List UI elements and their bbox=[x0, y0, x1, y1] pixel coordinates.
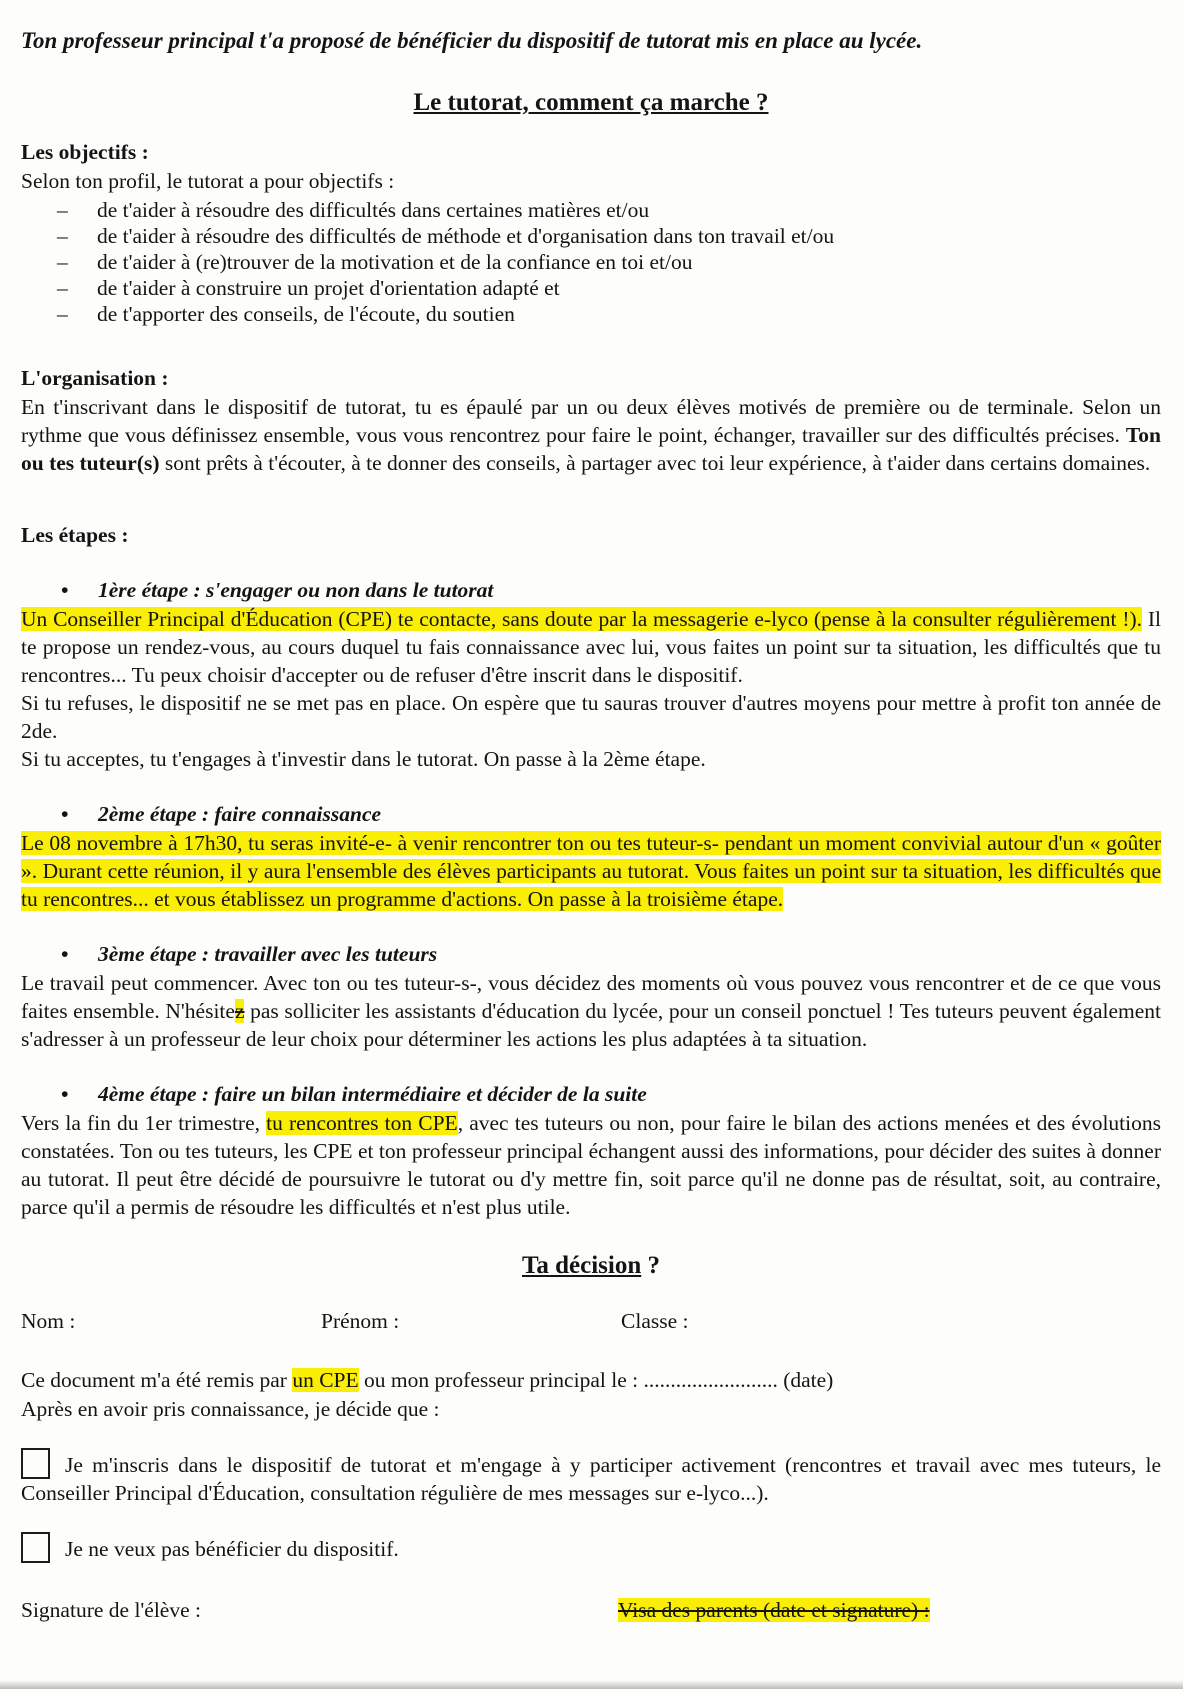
identity-fields-row bbox=[21, 1307, 1161, 1335]
dash-bullet-icon: – bbox=[57, 224, 68, 248]
list-item-text: de t'aider à résoudre des difficultés dans certaines matières et/ou bbox=[97, 198, 650, 222]
objectifs-lead: Selon ton profil, le tutorat a pour objectifs : bbox=[21, 169, 395, 193]
checkbox-refus[interactable] bbox=[21, 1532, 50, 1563]
dot-bullet-icon: • bbox=[61, 578, 69, 602]
dash-bullet-icon: – bbox=[57, 276, 68, 300]
document-title-text: Le tutorat, comment ça marche ? bbox=[413, 89, 769, 116]
dash-bullet-icon: – bbox=[57, 198, 68, 222]
etape3-text-1: Le travail peut commencer. Avec ton ou tes tuteur-s-, vous décidez des moments où vous pouvez vous rencontrer et de ce que vous faites ensemble. N'hésite bbox=[21, 971, 1161, 1023]
etape1-title-row bbox=[21, 576, 1161, 604]
dash-bullet-icon: – bbox=[57, 302, 68, 326]
list-item-text: de t'aider à résoudre des difficultés de méthode et d'organisation dans ton travail et/ou bbox=[97, 224, 835, 248]
objectifs-list bbox=[21, 198, 1161, 327]
decision-title-qmark: ? bbox=[641, 1252, 660, 1279]
etape1-paragraph bbox=[21, 605, 1161, 689]
etape3-paragraph bbox=[21, 969, 1161, 1053]
etape1-paragraph-2: Si tu refuses, le dispositif ne se met pas en place. On espère que tu sauras trouver d'autres moyens pour mettre à profit ton année de 2de. bbox=[21, 691, 1161, 743]
classe-field-label: Classe : bbox=[621, 1309, 689, 1333]
etape2-title: 2ème étape : faire connaissance bbox=[98, 802, 382, 826]
etape2-paragraph bbox=[21, 829, 1161, 913]
option-refus bbox=[21, 1532, 1161, 1563]
etape4-title-row bbox=[21, 1080, 1161, 1108]
option-refus-text: Je ne veux pas bénéficier du dispositif. bbox=[65, 1537, 399, 1561]
etape1-highlighted-text: Un Conseiller Principal d'Éducation (CPE) te contacte, sans doute par la messagerie e-lyco (pense à la consulter régulièrement !). bbox=[21, 607, 1143, 631]
document-title bbox=[21, 89, 1161, 117]
organisation-text-1: En t'inscrivant dans le dispositif de tutorat, tu es épaulé par un ou deux élèves motivés de première ou de terminale. Selon un rythme que vous définissez ensemble, vous vous rencontrez pour faire le point, échanger, travailler sur des difficultés précises. bbox=[21, 395, 1161, 447]
etape4-highlighted-text: tu rencontres ton CPE bbox=[266, 1111, 458, 1135]
list-item-text: de t'apporter des conseils, de l'écoute, du soutien bbox=[97, 302, 515, 326]
scan-edge-shadow bbox=[0, 1680, 1183, 1689]
etape1-title: 1ère étape : s'engager ou non dans le tutorat bbox=[98, 578, 494, 602]
etape4-title: 4ème étape : faire un bilan intermédiaire et décider de la suite bbox=[98, 1082, 647, 1106]
decision-title-text: Ta décision bbox=[521, 1252, 642, 1279]
dot-bullet-icon: • bbox=[61, 942, 69, 966]
etape2-highlighted-text: Le 08 novembre à 17h30, tu seras invité-e- à venir rencontrer ton ou tes tuteur-s- pendant un moment convivial autour d'un « goûter ». Durant cette réunion, il y aura l'ensemble des élèves participants au tutorat. Vous faites un point sur ta situation, les difficultés que tu rencontres... et vous établissez un programme d'actions. On passe à la troisième étape. bbox=[21, 831, 1161, 911]
remis-highlighted-text: un CPE bbox=[292, 1368, 359, 1392]
option-inscription-text: Je m'inscris dans le dispositif de tutorat et m'engage à y participer activement (rencontres et travail avec mes tuteurs, le Conseiller Principal d'Éducation, consultation régulière de mes messages sur e-lyco...). bbox=[21, 1453, 1161, 1505]
etape3-struck-letter: z bbox=[234, 999, 245, 1023]
nom-field-label: Nom : bbox=[21, 1309, 76, 1333]
dot-bullet-icon: • bbox=[61, 802, 69, 826]
list-item bbox=[21, 276, 1161, 301]
option-inscription bbox=[21, 1448, 1161, 1507]
etape1-paragraph-3: Si tu acceptes, tu t'engages à t'investir dans le tutorat. On passe à la 2ème étape. bbox=[21, 747, 706, 771]
etape2-title-row bbox=[21, 800, 1161, 828]
signature-eleve-label: Signature de l'élève : bbox=[21, 1598, 201, 1622]
remis-text-1: Ce document m'a été remis par bbox=[21, 1368, 293, 1392]
etape3-title-row bbox=[21, 940, 1161, 968]
etape4-paragraph bbox=[21, 1109, 1161, 1221]
decision-title bbox=[21, 1252, 1161, 1280]
prenom-field-label: Prénom : bbox=[321, 1309, 400, 1333]
etape3-title: 3ème étape : travailler avec les tuteurs bbox=[98, 942, 438, 966]
remis-paragraph bbox=[21, 1366, 1161, 1394]
list-item bbox=[21, 302, 1161, 327]
visa-parents-struck-text: Visa des parents (date et signature) : bbox=[618, 1598, 930, 1622]
remis-text-2: ou mon professeur principal le : ......................... (date) bbox=[358, 1368, 834, 1392]
visa-parents-label bbox=[618, 1596, 1161, 1624]
dot-bullet-icon: • bbox=[61, 1082, 69, 1106]
etape1-text: Il te propose un rendez-vous, au cours duquel tu fais connaissance avec lui, vous faites un point sur ta situation, les difficultés que tu rencontres... Tu peux choisir d'accepter ou de refuser d'être inscrit dans le dispositif. bbox=[21, 607, 1161, 687]
etape3-text-2: pas solliciter les assistants d'éducation du lycée, pour un conseil ponctuel ! Tes tuteurs peuvent également s'adresser à un professeur de leur choix pour déterminer les actions les plus adaptées à ta situation. bbox=[21, 999, 1161, 1051]
list-item-text: de t'aider à construire un projet d'orientation adapté et bbox=[97, 276, 560, 300]
organisation-bold-text: Ton ou tes tuteur(s) bbox=[21, 423, 1161, 475]
etapes-heading: Les étapes : bbox=[21, 523, 129, 547]
organisation-paragraph bbox=[21, 393, 1161, 477]
list-item bbox=[21, 224, 1161, 249]
list-item bbox=[21, 250, 1161, 275]
etape4-text-2: , avec tes tuteurs ou non, pour faire le bilan des actions menées et des évolutions constatées. Ton ou tes tuteurs, les CPE et ton professeur principal échangent aussi des informations, pour décider des suites à donner au tutorat. Il peut être décidé de poursuivre le tutorat ou d'y mettre fin, soit parce qu'il ne donne pas de résultat, soit, au contraire, parce qu'il a permis de résoudre les difficultés et n'est plus utile. bbox=[21, 1111, 1162, 1219]
dash-bullet-icon: – bbox=[57, 250, 68, 274]
list-item-text: de t'aider à (re)trouver de la motivation et de la confiance en toi et/ou bbox=[97, 250, 693, 274]
etape4-text-1: Vers la fin du 1er trimestre, bbox=[21, 1111, 267, 1135]
intro-line: Ton professeur principal t'a proposé de bénéficier du dispositif de tutorat mis en place au lycée. bbox=[21, 28, 923, 53]
apres-line: Après en avoir pris connaissance, je décide que : bbox=[21, 1397, 440, 1421]
objectifs-heading: Les objectifs : bbox=[21, 140, 149, 164]
list-item bbox=[21, 198, 1161, 223]
signature-row bbox=[21, 1596, 1161, 1624]
checkbox-inscription[interactable] bbox=[21, 1448, 50, 1479]
organisation-heading: L'organisation : bbox=[21, 366, 169, 390]
organisation-text-2: sont prêts à t'écouter, à te donner des conseils, à partager avec toi leur expérience, à t'aider dans certains domaines. bbox=[159, 451, 1151, 475]
